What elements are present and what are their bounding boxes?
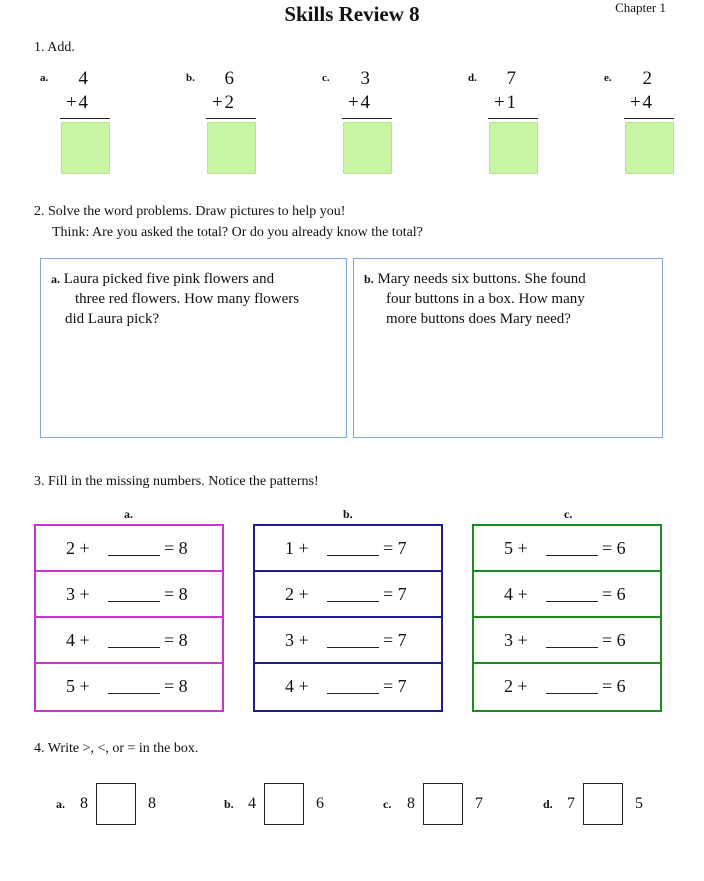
problem-label: c.: [383, 797, 392, 811]
compare-box[interactable]: [264, 783, 304, 825]
answer-box[interactable]: [207, 122, 256, 174]
problem-label: a.: [40, 72, 49, 84]
left-number: 7: [567, 795, 575, 812]
add-problem-a: [40, 68, 130, 178]
problem-label: a.: [56, 797, 65, 811]
add-problem-c: [322, 68, 412, 178]
problem-text-line: Laura picked five pink flowers and: [63, 271, 275, 287]
table-label: b.: [343, 507, 353, 521]
equals-value: = 8: [164, 538, 188, 558]
compare-problem-a: [56, 783, 166, 827]
page-title: Skills Review 8: [284, 2, 420, 26]
blank-input[interactable]: [108, 647, 160, 648]
compare-problem-c: [383, 783, 493, 827]
problem-text-line: did Laura pick?: [65, 311, 160, 327]
table-row: [474, 526, 660, 572]
table-label: a.: [124, 507, 133, 521]
compare-box[interactable]: [423, 783, 463, 825]
blank-input[interactable]: [327, 555, 379, 556]
chapter-label: Chapter 1: [615, 0, 666, 15]
addend: 4 +: [504, 584, 528, 604]
section4-heading: 4. Write >, <, or = in the box.: [34, 741, 199, 756]
blank-input[interactable]: [546, 601, 598, 602]
table-row: [255, 572, 441, 618]
addend: 4 +: [285, 676, 309, 696]
problem-label: b.: [364, 272, 374, 286]
pattern-table-b: [253, 524, 443, 712]
compare-problem-d: [543, 783, 653, 827]
top-number: 3: [360, 68, 370, 89]
table-row: [474, 618, 660, 664]
table-row: [36, 526, 222, 572]
right-number: 5: [635, 795, 643, 812]
left-number: 8: [80, 795, 88, 812]
equals-value: = 7: [383, 584, 407, 604]
table-row: [36, 572, 222, 618]
plus-sign: +: [630, 92, 641, 113]
answer-box[interactable]: [61, 122, 110, 174]
bottom-number: 4: [642, 92, 652, 113]
equals-value: = 6: [602, 676, 626, 696]
plus-sign: +: [494, 92, 505, 113]
blank-input[interactable]: [108, 693, 160, 694]
sum-line: [342, 118, 392, 119]
add-problem-b: [186, 68, 276, 178]
word-problem-b[interactable]: [353, 258, 663, 438]
bottom-number: 4: [360, 92, 370, 113]
equals-value: = 6: [602, 538, 626, 558]
left-number: 8: [407, 795, 415, 812]
table-row: [255, 526, 441, 572]
table-row: [36, 618, 222, 664]
equals-value: = 8: [164, 676, 188, 696]
top-number: 4: [78, 68, 88, 89]
blank-input[interactable]: [108, 555, 160, 556]
top-number: 6: [224, 68, 234, 89]
equals-value: = 8: [164, 584, 188, 604]
problem-label: d.: [468, 72, 477, 84]
table-row: [36, 664, 222, 710]
problem-text-line: three red flowers. How many flowers: [75, 291, 300, 307]
compare-problem-b: [224, 783, 334, 827]
top-number: 7: [506, 68, 516, 89]
answer-box[interactable]: [625, 122, 674, 174]
blank-input[interactable]: [327, 693, 379, 694]
problem-label: c.: [322, 72, 330, 84]
table-row: [474, 572, 660, 618]
add-problem-d: [468, 68, 558, 178]
problem-label: a.: [51, 272, 60, 286]
equals-value: = 7: [383, 676, 407, 696]
blank-input[interactable]: [327, 601, 379, 602]
equals-value: = 6: [602, 584, 626, 604]
add-problem-e: [604, 68, 694, 178]
plus-sign: +: [348, 92, 359, 113]
problem-label: d.: [543, 797, 553, 811]
problem-text-line: more buttons does Mary need?: [386, 311, 571, 327]
section2-subheading: Think: Are you asked the total? Or do you already know the total?: [52, 225, 423, 240]
sum-line: [206, 118, 256, 119]
addend: 4 +: [66, 630, 90, 650]
blank-input[interactable]: [546, 693, 598, 694]
top-number: 2: [642, 68, 652, 89]
table-label: c.: [564, 507, 573, 521]
pattern-table-a: [34, 524, 224, 712]
sum-line: [488, 118, 538, 119]
addend: 3 +: [66, 584, 90, 604]
plus-sign: +: [212, 92, 223, 113]
compare-box[interactable]: [583, 783, 623, 825]
addend: 3 +: [504, 630, 528, 650]
equals-value: = 6: [602, 630, 626, 650]
compare-box[interactable]: [96, 783, 136, 825]
blank-input[interactable]: [327, 647, 379, 648]
sum-line: [624, 118, 674, 119]
answer-box[interactable]: [343, 122, 392, 174]
section1-heading: 1. Add.: [34, 40, 75, 55]
pattern-table-c: [472, 524, 662, 712]
problem-text-line: four buttons in a box. How many: [386, 291, 585, 307]
table-row: [255, 618, 441, 664]
equals-value: = 7: [383, 538, 407, 558]
table-row: [474, 664, 660, 710]
sum-line: [60, 118, 110, 119]
left-number: 4: [248, 795, 256, 812]
section3-heading: 3. Fill in the missing numbers. Notice the patterns!: [34, 474, 319, 489]
problem-label: b.: [186, 72, 195, 84]
section2-heading: 2. Solve the word problems. Draw pictures to help you!: [34, 204, 346, 219]
right-number: 8: [148, 795, 156, 812]
right-number: 7: [475, 795, 483, 812]
addend: 2 +: [504, 676, 528, 696]
addend: 2 +: [66, 538, 90, 558]
blank-input[interactable]: [546, 555, 598, 556]
plus-sign: +: [66, 92, 77, 113]
addend: 1 +: [285, 538, 309, 558]
equals-value: = 8: [164, 630, 188, 650]
right-number: 6: [316, 795, 324, 812]
blank-input[interactable]: [108, 601, 160, 602]
bottom-number: 1: [506, 92, 516, 113]
word-problem-a[interactable]: [40, 258, 347, 438]
bottom-number: 2: [224, 92, 234, 113]
addend: 2 +: [285, 584, 309, 604]
addend: 5 +: [504, 538, 528, 558]
addend: 5 +: [66, 676, 90, 696]
problem-label: e.: [604, 72, 612, 84]
problem-label: b.: [224, 797, 234, 811]
bottom-number: 4: [78, 92, 88, 113]
answer-box[interactable]: [489, 122, 538, 174]
addend: 3 +: [285, 630, 309, 650]
equals-value: = 7: [383, 630, 407, 650]
problem-text-line: Mary needs six buttons. She found: [377, 271, 586, 287]
table-row: [255, 664, 441, 710]
blank-input[interactable]: [546, 647, 598, 648]
